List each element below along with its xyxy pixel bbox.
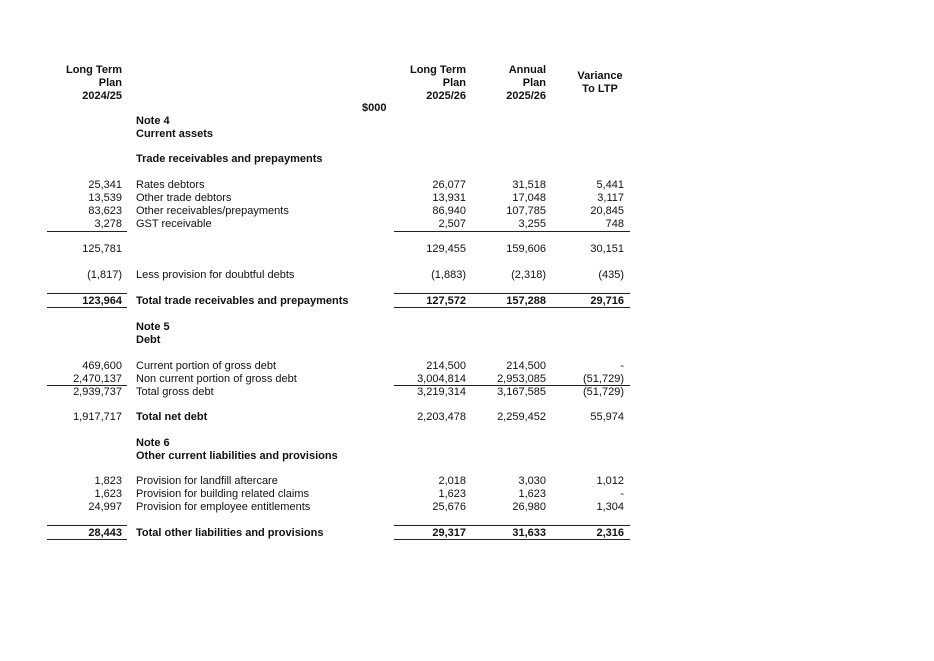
- header-line: 2025/26: [426, 90, 466, 102]
- cell-ltp-2024-25: 83,623: [88, 205, 122, 217]
- cell-ltp-2025-26: 2,507: [438, 218, 466, 230]
- cell-ltp-2024-25: 1,823: [94, 475, 122, 487]
- cell-ltp-2025-26: 86,940: [432, 205, 466, 217]
- header-line: Variance: [577, 70, 623, 82]
- header-line: Plan: [442, 77, 466, 89]
- cell-annual-2025-26: 1,623: [518, 488, 546, 500]
- header-annual-2025-26: [470, 64, 546, 103]
- cell-annual-2025-26: 107,785: [506, 205, 546, 217]
- cell-annual-2025-26: (2,318): [511, 269, 546, 281]
- cell-annual-2025-26: 157,288: [506, 295, 546, 307]
- cell-ltp-2024-25: 28,443: [88, 527, 122, 539]
- cell-variance: 1,012: [596, 475, 624, 487]
- row-label: Current portion of gross debt: [136, 360, 277, 372]
- cell-variance: 55,974: [590, 411, 624, 423]
- note6-subtitle: Other current liabilities and provisions: [136, 450, 338, 462]
- row-label: Non current portion of gross debt: [136, 373, 297, 385]
- cell-annual-2025-26: 17,048: [512, 192, 546, 204]
- row-label: Provision for employee entitlements: [136, 501, 311, 513]
- cell-variance: (435): [598, 269, 624, 281]
- note5-subtitle: Debt: [136, 334, 161, 346]
- row-label: Other receivables/prepayments: [136, 205, 289, 217]
- cell-ltp-2024-25: 25,341: [88, 179, 122, 191]
- cell-variance: 748: [605, 218, 624, 230]
- cell-ltp-2025-26: 3,219,314: [417, 386, 466, 398]
- row-label: Total trade receivables and prepayments: [136, 295, 349, 307]
- divider: [47, 539, 127, 540]
- row-label: Other trade debtors: [136, 192, 232, 204]
- note4-section: Trade receivables and prepayments: [136, 153, 323, 165]
- divider: [394, 539, 630, 540]
- note5-title: Note 5: [136, 321, 170, 333]
- cell-ltp-2025-26: 29,317: [432, 527, 466, 539]
- header-ltp-2024-25: [40, 64, 122, 103]
- divider: [47, 293, 127, 294]
- row-label: Provision for landfill aftercare: [136, 475, 278, 487]
- row-label: Total gross debt: [136, 386, 214, 398]
- cell-ltp-2024-25: 1,917,717: [73, 411, 122, 423]
- cell-ltp-2024-25: 469,600: [82, 360, 122, 372]
- cell-ltp-2025-26: 2,203,478: [417, 411, 466, 423]
- divider: [47, 525, 127, 526]
- cell-ltp-2024-25: 2,470,137: [73, 373, 122, 385]
- row-label: Total net debt: [136, 411, 208, 423]
- cell-ltp-2025-26: 127,572: [426, 295, 466, 307]
- cell-ltp-2024-25: 1,623: [94, 488, 122, 500]
- cell-annual-2025-26: 159,606: [506, 243, 546, 255]
- header-line: To LTP: [582, 83, 618, 95]
- cell-ltp-2024-25: 13,539: [88, 192, 122, 204]
- cell-variance: 2,316: [596, 527, 624, 539]
- cell-ltp-2025-26: 13,931: [432, 192, 466, 204]
- cell-variance: 3,117: [597, 192, 624, 204]
- row-label: GST receivable: [136, 218, 212, 230]
- cell-ltp-2025-26: 214,500: [426, 360, 466, 372]
- divider: [47, 231, 127, 232]
- cell-variance: -: [620, 360, 624, 372]
- header-line: Long Term: [65, 64, 122, 76]
- divider: [394, 525, 630, 526]
- note6-title: Note 6: [136, 437, 170, 449]
- divider: [394, 307, 630, 308]
- cell-variance: 20,845: [590, 205, 624, 217]
- row-label: Less provision for doubtful debts: [136, 269, 295, 281]
- cell-annual-2025-26: 2,259,452: [497, 411, 546, 423]
- cell-annual-2025-26: 31,518: [512, 179, 546, 191]
- cell-ltp-2024-25: 3,278: [94, 218, 122, 230]
- cell-annual-2025-26: 26,980: [512, 501, 546, 513]
- cell-annual-2025-26: 3,255: [518, 218, 546, 230]
- cell-variance: 30,151: [590, 243, 624, 255]
- row-label: Total other liabilities and provisions: [136, 527, 324, 539]
- header-line: Plan: [522, 77, 546, 89]
- divider: [47, 307, 127, 308]
- cell-variance: 5,441: [596, 179, 624, 191]
- cell-ltp-2025-26: 3,004,814: [417, 373, 466, 385]
- cell-annual-2025-26: 214,500: [506, 360, 546, 372]
- cell-ltp-2024-25: 24,997: [88, 501, 122, 513]
- cell-annual-2025-26: 3,030: [518, 475, 546, 487]
- header-line: Plan: [98, 77, 122, 89]
- divider: [394, 293, 630, 294]
- unit-label: $000: [362, 102, 387, 114]
- divider: [394, 231, 630, 232]
- header-ltp-2025-26: [390, 64, 466, 103]
- cell-ltp-2024-25: 123,964: [82, 295, 122, 307]
- note4-subtitle: Current assets: [136, 128, 214, 140]
- row-label: Rates debtors: [136, 179, 205, 191]
- cell-annual-2025-26: 3,167,585: [497, 386, 546, 398]
- cell-ltp-2025-26: (1,883): [431, 269, 466, 281]
- cell-ltp-2025-26: 26,077: [432, 179, 466, 191]
- cell-ltp-2025-26: 1,623: [438, 488, 466, 500]
- cell-ltp-2024-25: 2,939,737: [73, 386, 122, 398]
- cell-variance: -: [620, 488, 624, 500]
- cell-ltp-2025-26: 25,676: [432, 501, 466, 513]
- note4-title: Note 4: [136, 115, 170, 127]
- header-line: 2024/25: [82, 90, 122, 102]
- header-variance: [560, 70, 640, 96]
- header-line: 2025/26: [506, 90, 546, 102]
- cell-variance: 29,716: [590, 295, 624, 307]
- cell-variance: (51,729): [583, 373, 624, 385]
- cell-ltp-2025-26: 129,455: [426, 243, 466, 255]
- cell-ltp-2024-25: 125,781: [82, 243, 122, 255]
- header-line: Annual: [508, 64, 546, 76]
- cell-annual-2025-26: 31,633: [512, 527, 546, 539]
- cell-variance: (51,729): [583, 386, 624, 398]
- cell-annual-2025-26: 2,953,085: [497, 373, 546, 385]
- cell-ltp-2025-26: 2,018: [438, 475, 466, 487]
- header-line: Long Term: [409, 64, 466, 76]
- row-label: Provision for building related claims: [136, 488, 310, 500]
- cell-variance: 1,304: [596, 501, 624, 513]
- cell-ltp-2024-25: (1,817): [87, 269, 122, 281]
